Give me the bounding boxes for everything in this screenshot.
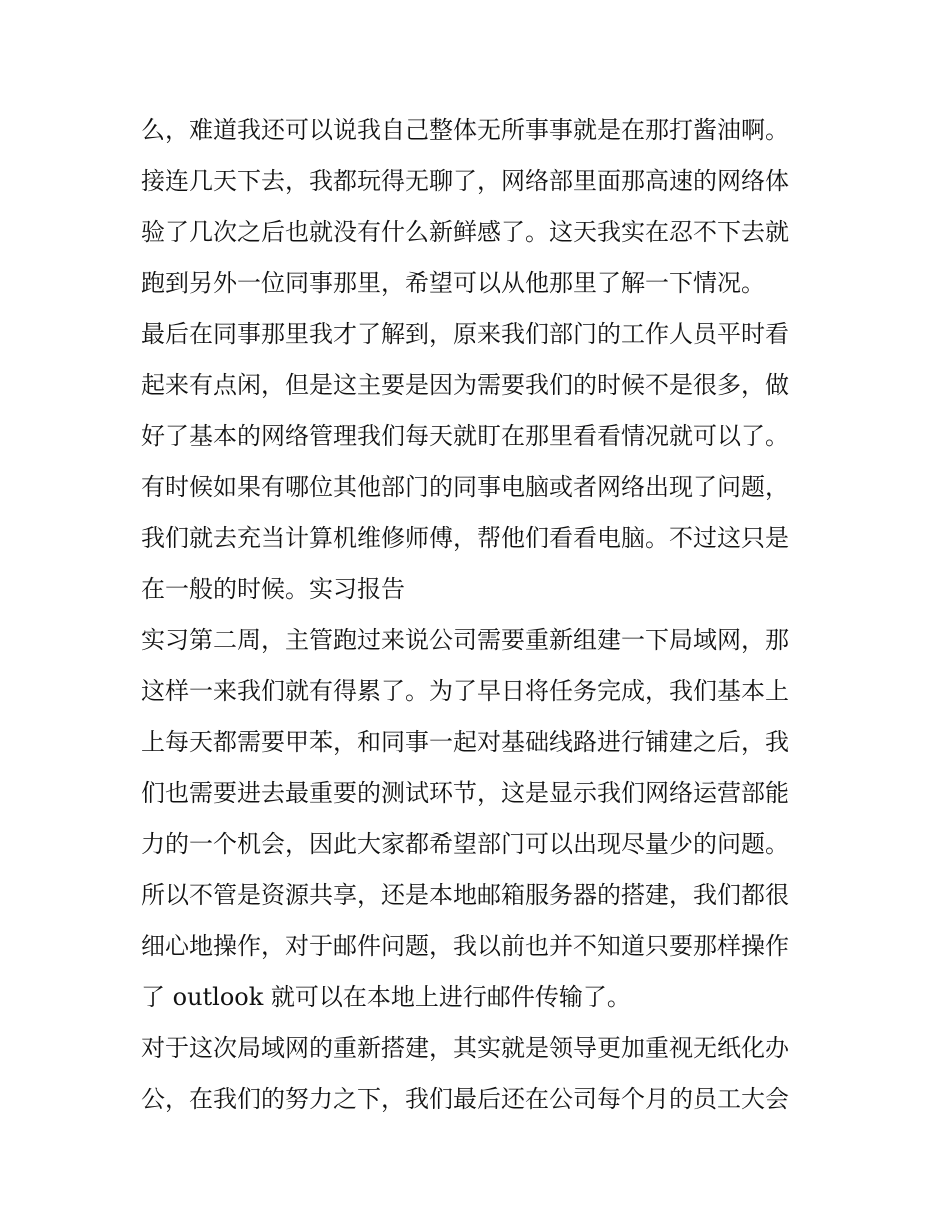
text-line: 验了几次之后也就没有什么新鲜感了。这天我实在忍不下去就 — [141, 218, 789, 246]
text-line: 了 outlook 就可以在本地上进行邮件传输了。 — [141, 983, 631, 1011]
text-line: 公，在我们的努力之下，我们最后还在公司每个月的员工大会 — [141, 1085, 789, 1113]
text-line: 实习第二周，主管跑过来说公司需要重新组建一下局域网，那 — [141, 626, 789, 654]
body-text — [141, 105, 821, 1125]
text-line: 所以不管是资源共享，还是本地邮箱服务器的搭建，我们都很 — [141, 881, 789, 909]
text-line: 上每天都需要甲苯，和同事一起对基础线路进行铺建之后，我 — [141, 728, 789, 756]
text-line: 么，难道我还可以说我自己整体无所事事就是在那打酱油啊。 — [141, 116, 789, 144]
text-line: 跑到另外一位同事那里，希望可以从他那里了解一下情况。 — [141, 269, 765, 297]
text-line: 们也需要进去最重要的测试环节，这是显示我们网络运营部能 — [141, 779, 789, 807]
text-line: 这样一来我们就有得累了。为了早日将任务完成，我们基本上 — [141, 677, 789, 705]
text-line: 好了基本的网络管理我们每天就盯在那里看看情况就可以了。 — [141, 422, 789, 450]
text-line: 起来有点闲，但是这主要是因为需要我们的时候不是很多，做 — [141, 371, 789, 399]
text-line: 在一般的时候。实习报告 — [141, 575, 405, 603]
text-line: 最后在同事那里我才了解到，原来我们部门的工作人员平时看 — [141, 320, 789, 348]
text-line: 细心地操作，对于邮件问题，我以前也并不知道只要那样操作 — [141, 932, 789, 960]
text-line: 接连几天下去，我都玩得无聊了，网络部里面那高速的网络体 — [141, 167, 789, 195]
text-line: 有时候如果有哪位其他部门的同事电脑或者网络出现了问题， — [141, 473, 789, 501]
text-line: 力的一个机会，因此大家都希望部门可以出现尽量少的问题。 — [141, 830, 789, 858]
text-line: 对于这次局域网的重新搭建，其实就是领导更加重视无纸化办 — [141, 1034, 789, 1062]
text-line: 我们就去充当计算机维修师傅，帮他们看看电脑。不过这只是 — [141, 524, 789, 552]
